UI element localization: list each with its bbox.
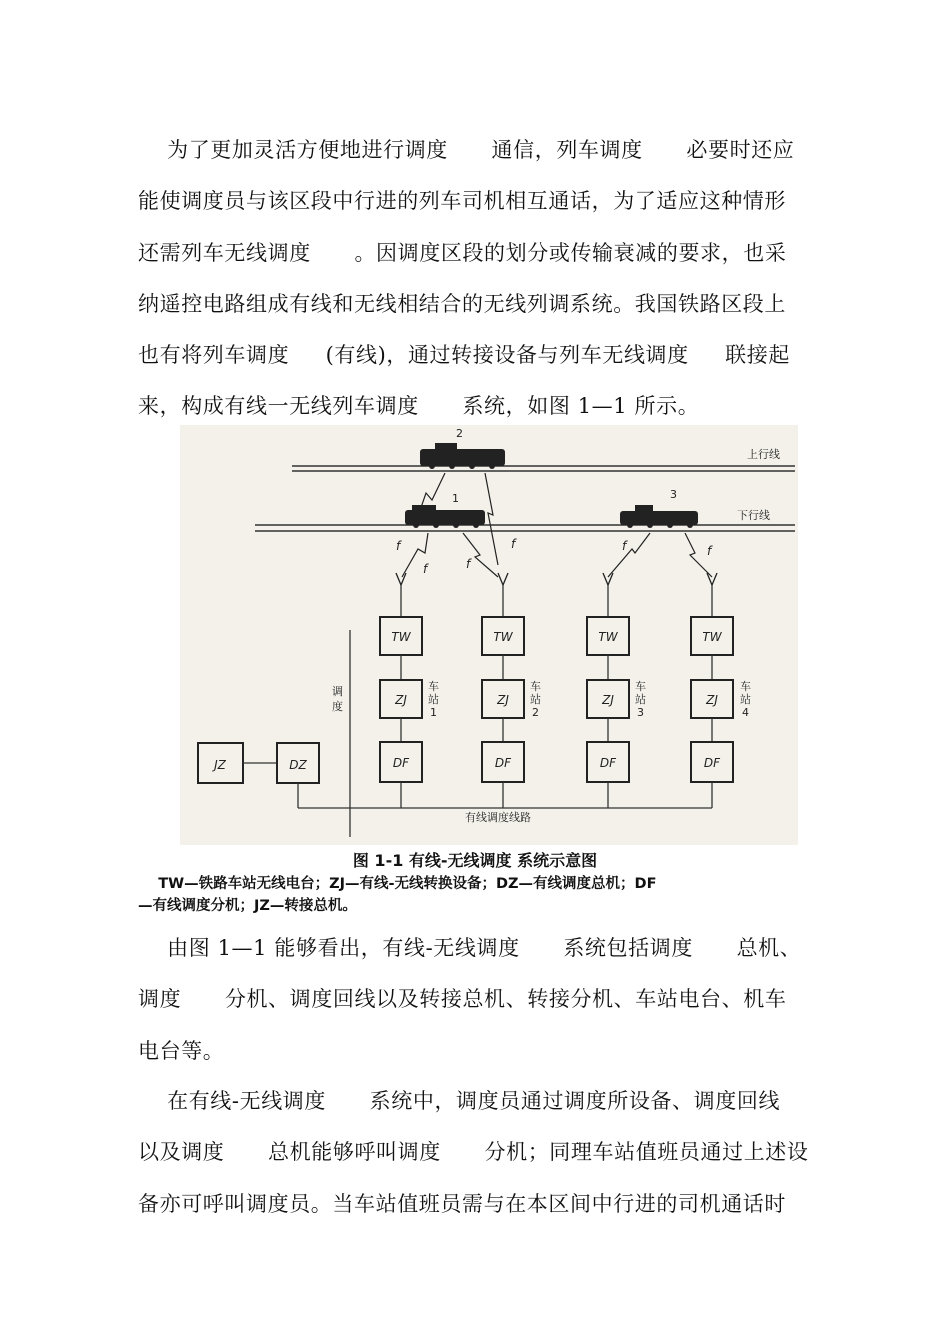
station-label: 3: [637, 706, 644, 719]
station-label: 4: [742, 706, 749, 719]
station-label: 车: [428, 680, 439, 693]
jz-label: JZ: [214, 758, 226, 772]
dz-label: DZ: [289, 758, 307, 772]
up-track-label: 上行线: [747, 448, 780, 461]
text-line: 以及调度 总机能够呼叫调度 分机；同理车站值班员通过上述设: [138, 1140, 809, 1165]
text-line: 在有线-无线调度 系统中，调度员通过调度所设备、调度回线: [138, 1089, 781, 1113]
text-line: 纳遥控电路组成有线和无线相结合的无线列调系统。我国铁路区段上: [138, 291, 786, 316]
legend-line: —有线调度分机；JZ—转接总机。: [138, 898, 357, 914]
text-line: 备亦可呼叫调度员。当车站值班员需与在本区间中行进的司机通话时: [138, 1191, 786, 1216]
zj-label: ZJ: [497, 693, 509, 707]
df-label: DF: [494, 756, 512, 770]
df-label: DF: [392, 756, 410, 770]
bus-label: 有线调度线路: [465, 811, 531, 824]
station-label: 2: [532, 706, 539, 719]
text-line: 为了更加灵活方便地进行调度 通信，列车调度 必要时还应: [138, 138, 795, 162]
freq-label: f: [396, 539, 401, 553]
text-line: 能使调度员与该区段中行进的列车司机相互通话，为了适应这种情形: [138, 189, 786, 214]
operation-paragraph: [138, 1076, 818, 1230]
tw-label: TW: [391, 630, 411, 644]
station-label: 站: [635, 693, 646, 706]
dispatch-label: 度: [332, 700, 343, 713]
down-track-label: 下行线: [737, 509, 770, 522]
components-paragraph: [138, 923, 818, 1077]
zj-label: ZJ: [602, 693, 614, 707]
train-number-2: 2: [456, 427, 463, 440]
station-label: 车: [530, 680, 541, 693]
text-line: 也有将列车调度 (有线)，通过转接设备与列车无线调度 联接起: [138, 343, 790, 368]
freq-label: f: [707, 544, 712, 558]
freq-label: f: [423, 562, 428, 576]
station-label: 站: [740, 693, 751, 706]
text-line: 还需列车无线调度 。因调度区段的划分或传输衰减的要求，也采: [138, 240, 787, 265]
freq-label: f: [511, 537, 516, 551]
dispatch-label: 调: [332, 685, 343, 698]
tw-label: TW: [598, 630, 618, 644]
figure-caption: 图 1-1 有线-无线调度 系统示意图: [352, 851, 598, 870]
text-line: 由图 1—1 能够看出，有线-无线调度 系统包括调度 总机、: [138, 936, 802, 960]
text-line: 来，构成有线一无线列车调度 系统，如图 1—1 所示。: [138, 394, 700, 419]
zj-label: ZJ: [706, 693, 718, 707]
df-label: DF: [703, 756, 721, 770]
station-label: 站: [530, 693, 541, 706]
station-label: 站: [428, 693, 439, 706]
intro-paragraph: [138, 125, 818, 433]
station-label: 车: [635, 680, 646, 693]
train-number-1: 1: [452, 492, 459, 505]
text-line: 电台等。: [138, 1038, 225, 1063]
freq-label: f: [466, 557, 471, 571]
train-number-3: 3: [670, 488, 677, 501]
df-label: DF: [599, 756, 617, 770]
zj-label: ZJ: [395, 693, 407, 707]
tw-label: TW: [493, 630, 513, 644]
text-line: 调度 分机、调度回线以及转接总机、转接分机、车站电台、机车: [138, 987, 787, 1012]
system-diagram: [180, 425, 798, 845]
figure-legend: [138, 873, 818, 917]
station-label: 1: [430, 706, 437, 719]
tw-label: TW: [702, 630, 722, 644]
freq-label: f: [622, 539, 627, 553]
legend-line: TW—铁路车站无线电台；ZJ—有线-无线转换设备；DZ—有线调度总机；DF: [138, 876, 657, 892]
station-label: 车: [740, 680, 751, 693]
